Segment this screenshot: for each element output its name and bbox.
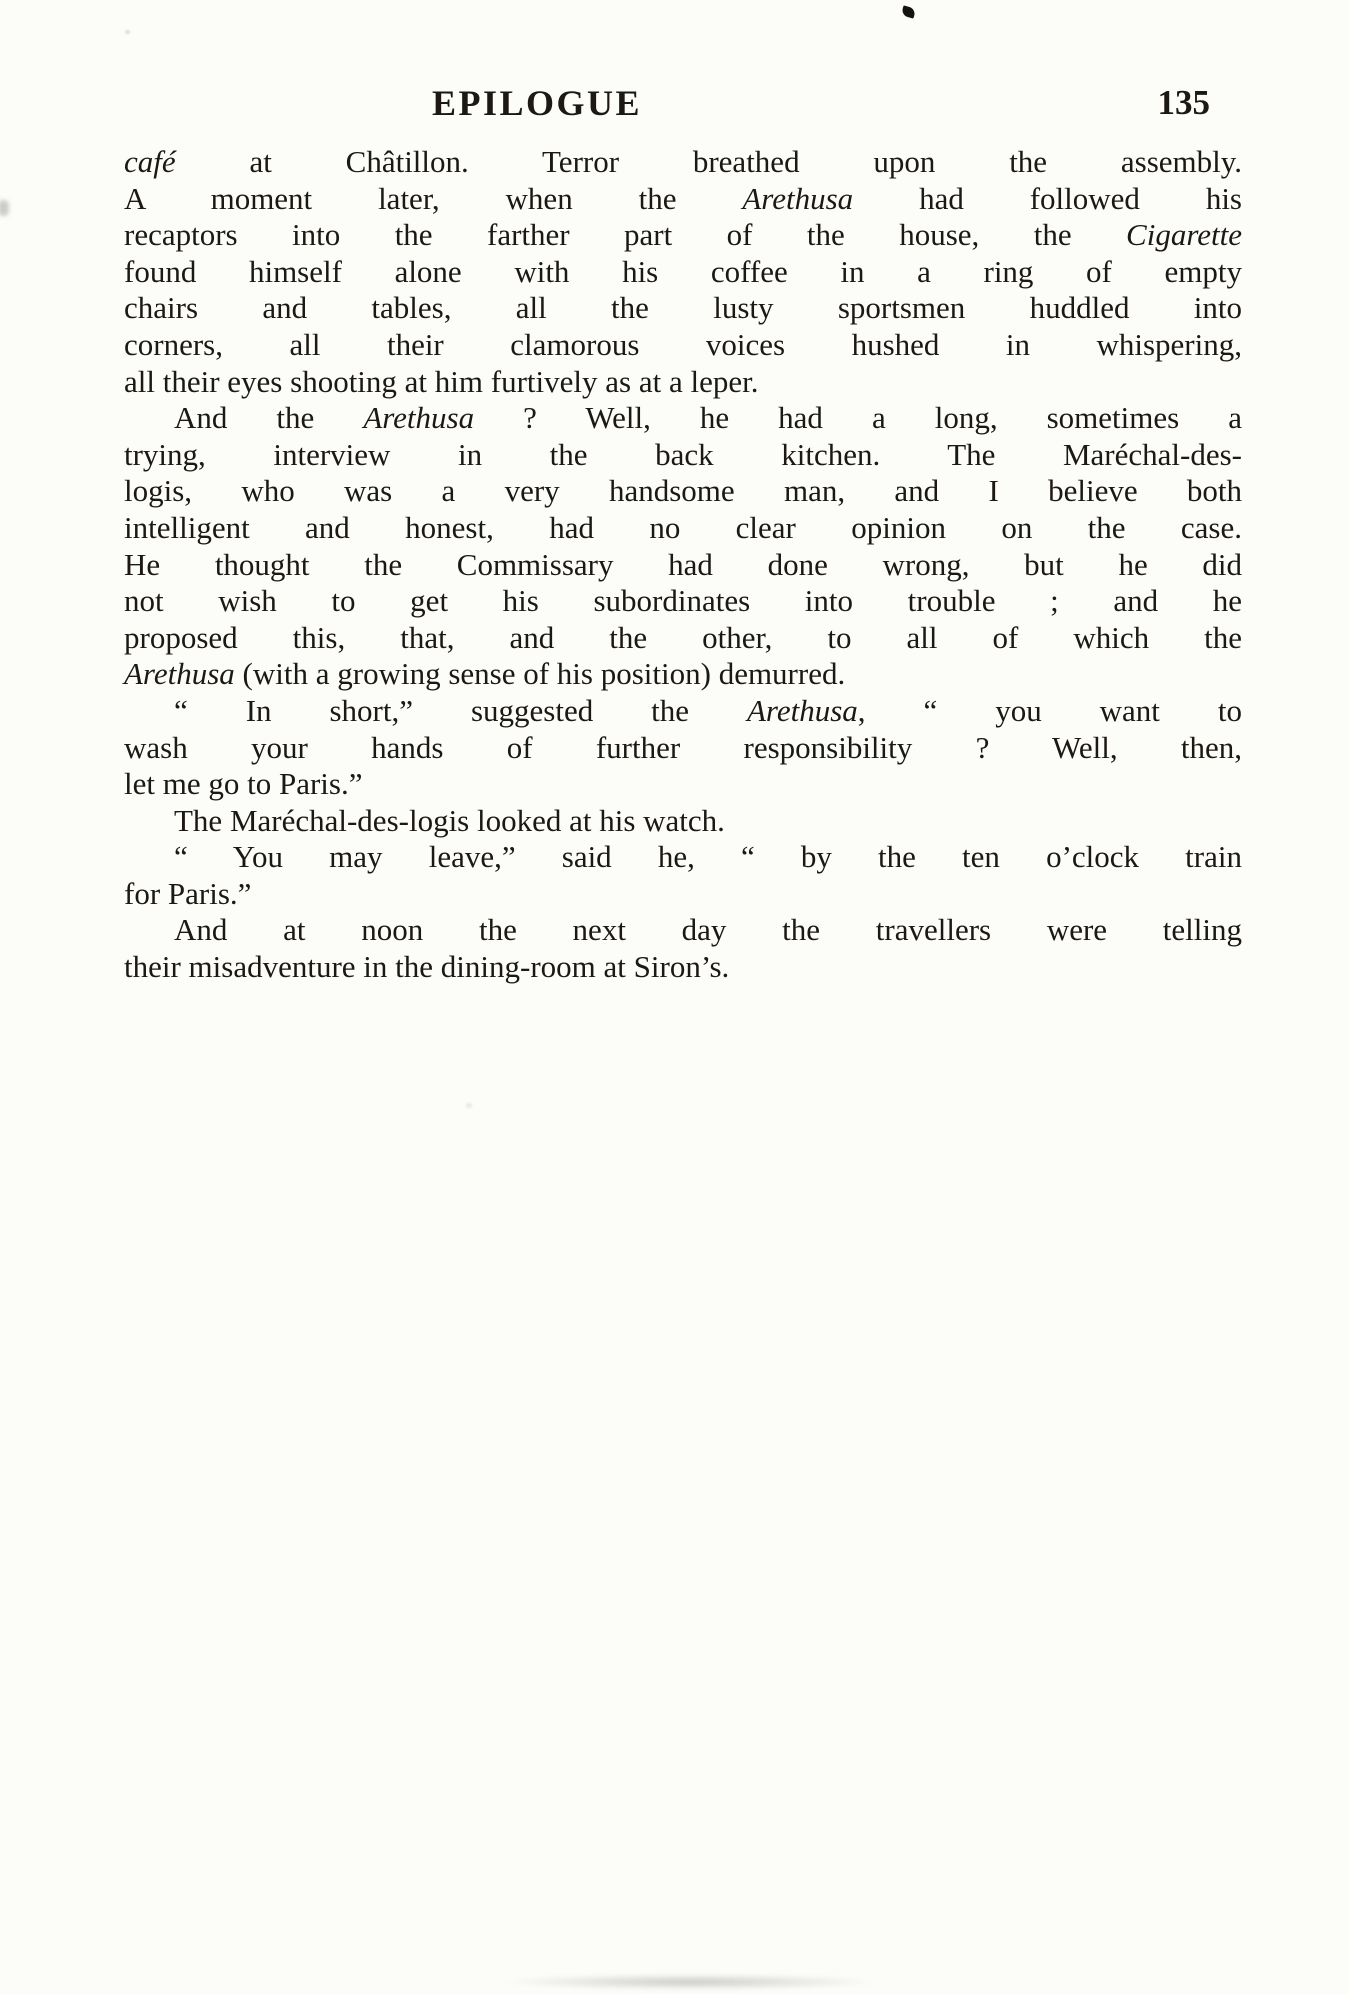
scan-smudge-bottom <box>500 1974 880 1990</box>
text-segment: , “ you want to <box>857 692 1242 728</box>
paragraph <box>124 803 1242 840</box>
scan-speck-top-left <box>125 30 130 34</box>
text-line <box>124 839 1242 876</box>
text-line <box>124 547 1242 584</box>
scan-mark-left-edge <box>0 200 9 216</box>
text-line <box>124 766 1242 803</box>
text-line <box>124 656 1242 693</box>
text-segment: trying, interview in the back kitchen. The Maréchal-des- <box>124 436 1242 472</box>
italic-text: Arethusa <box>742 180 854 216</box>
text-line <box>124 290 1242 327</box>
page-number: 135 <box>1157 83 1210 122</box>
page-text <box>124 144 1242 986</box>
text-line <box>124 254 1242 291</box>
text-segment: The Maréchal-des-logis looked at his watch. <box>174 802 725 838</box>
text-line <box>124 473 1242 510</box>
text-line <box>124 437 1242 474</box>
text-segment: intelligent and honest, had no clear opinion on the case. <box>124 509 1242 545</box>
text-line <box>124 620 1242 657</box>
text-segment: for Paris.” <box>124 875 252 911</box>
text-line <box>124 730 1242 767</box>
paragraph <box>124 839 1242 912</box>
text-segment: chairs and tables, all the lusty sportsmen huddled into <box>124 290 1242 326</box>
text-segment: proposed this, that, and the other, to all of which the <box>124 619 1242 655</box>
ink-mark-top-right <box>901 5 916 18</box>
paragraph <box>124 912 1242 985</box>
text-segment: let me go to Paris.” <box>124 766 363 802</box>
text-segment: He thought the Commissary had done wrong, but he did <box>124 546 1242 582</box>
text-segment: not wish to get his subordinates into trouble ; and he <box>124 583 1242 619</box>
text-segment: logis, who was a very handsome man, and I believe both <box>124 473 1242 509</box>
italic-text: café <box>124 144 176 179</box>
italic-text: Cigarette <box>1126 217 1242 253</box>
text-line <box>124 217 1242 254</box>
text-segment: all their eyes shooting at him furtively as at a leper. <box>124 363 759 399</box>
paragraph <box>124 693 1242 803</box>
text-segment: (with a growing sense of his position) demurred. <box>234 656 846 692</box>
text-column <box>124 82 1242 986</box>
running-head <box>124 82 1242 130</box>
text-line <box>124 693 1242 730</box>
text-segment: their misadventure in the dining-room at Siron’s. <box>124 949 730 985</box>
text-line <box>124 181 1242 218</box>
italic-text: Arethusa <box>363 400 475 436</box>
text-segment: wash your hands of further responsibility ? Well, then, <box>124 729 1242 765</box>
text-segment: ? Well, he had a long, sometimes a <box>474 400 1242 436</box>
text-line <box>124 949 1242 986</box>
text-segment: at Châtillon. Terror breathed upon the assembly. <box>175 144 1242 179</box>
text-line <box>124 876 1242 913</box>
text-line <box>124 400 1242 437</box>
text-segment: had followed his <box>853 180 1242 216</box>
text-segment: “ In short,” suggested the <box>174 692 747 728</box>
text-line <box>124 510 1242 547</box>
page-header-title: EPILOGUE <box>432 83 643 123</box>
italic-text: Arethusa <box>747 692 858 728</box>
text-segment: found himself alone with his coffee in a ring of empty <box>124 253 1242 289</box>
text-segment: corners, all their clamorous voices hushed in whispering, <box>124 326 1242 362</box>
scan-dot-middle <box>466 1103 472 1108</box>
text-line <box>124 803 1242 840</box>
text-segment: And at noon the next day the travellers were telling <box>174 912 1242 948</box>
text-line <box>124 364 1242 401</box>
paragraph <box>124 400 1242 693</box>
text-line <box>124 327 1242 364</box>
text-segment: recaptors into the farther part of the house, the <box>124 217 1127 253</box>
paragraph <box>124 144 1242 400</box>
text-segment: And the <box>174 400 364 436</box>
text-segment: A moment later, when the <box>124 180 743 216</box>
text-line <box>124 912 1242 949</box>
text-line <box>124 144 1242 181</box>
italic-text: Arethusa <box>124 656 235 692</box>
text-segment: “ You may leave,” said he, “ by the ten o’clock train <box>174 839 1242 875</box>
text-line <box>124 583 1242 620</box>
